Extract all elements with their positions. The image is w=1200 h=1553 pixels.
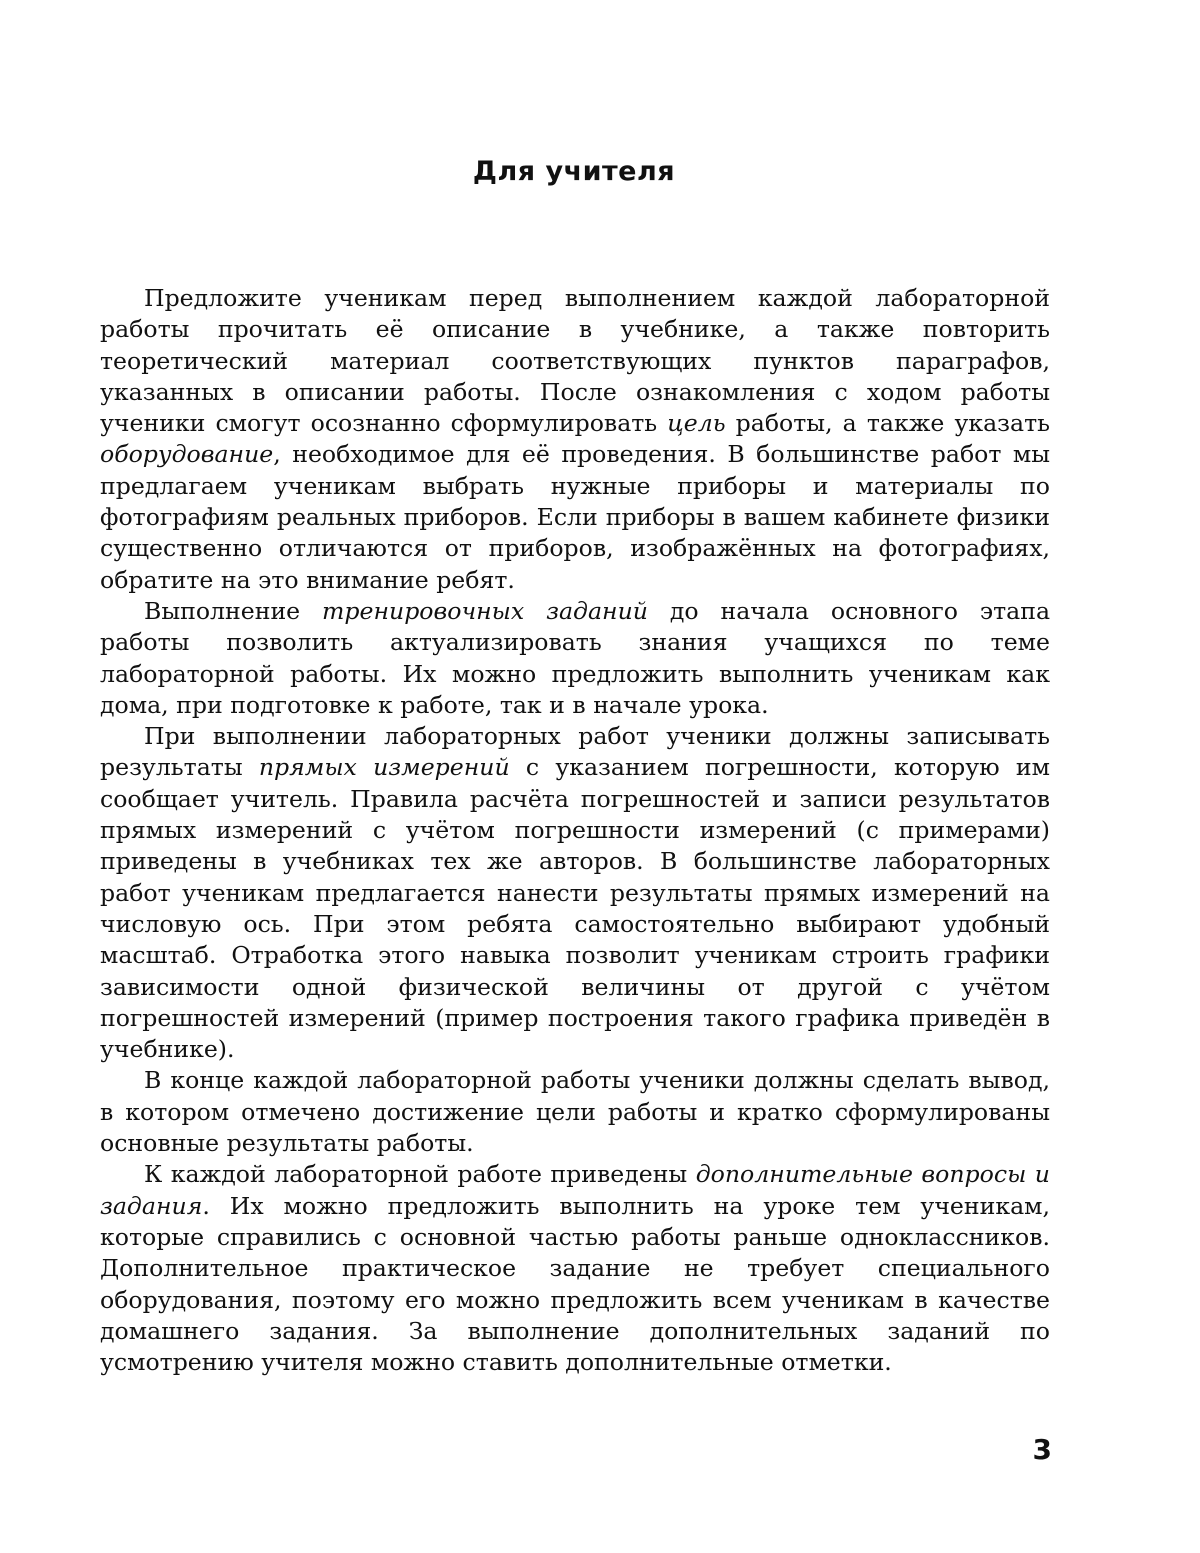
paragraph-2 — [100, 596, 1050, 721]
page-number: 3 — [1032, 1433, 1052, 1466]
paragraph-text: до начала основного этапа работы позволить актуализировать знания учащихся по теме лабораторной работы. Их можно предложить выполнить ученикам как дома, при подготовке к работе, так и в начале урока. — [100, 596, 1051, 719]
paragraph-text: Предложите ученикам перед выполнением каждой лабораторной работы прочитать её описание в учебнике, а также повторить теоретический материал соответствующих пунктов параграфов, указанных в описании работы. После ознакомления с ходом работы ученики смогут осознанно сформулировать — [100, 284, 1050, 438]
paragraph-emphasis: прямых измерений — [258, 753, 510, 782]
page-title: Для учителя — [472, 156, 676, 188]
paragraph-text: работы, а также указать — [725, 409, 1050, 438]
paragraph-3 — [100, 721, 1050, 1065]
paragraph-text: , необходимое для её проведения. В большинстве работ мы предлагаем ученикам выбрать нужные приборы и материалы по фотографиям реальных приборов. Если приборы в вашем кабинете физики существенно отличаются от приборов, изображённых на фотографиях, обратите на это внимание ребят. — [100, 440, 1050, 594]
paragraph-text: Выполнение — [144, 596, 323, 625]
paragraph-text: . Их можно предложить выполнить на уроке тем ученикам, которые справились с основной частью работы раньше одноклассников. Дополнительное практическое задание не требует специального оборудования, поэтому его можно предложить всем ученикам в качестве домашнего задания. За выполнение дополнительных заданий по усмотрению учителя можно ставить дополнительные отметки. — [100, 1191, 1050, 1377]
paragraph-text: с указанием погрешности, которую им сообщает учитель. Правила расчёта погрешностей и записи результатов прямых измерений с учётом погрешности измерений (с примерами) приведены в учебниках тех же авторов. В большинстве лабораторных работ ученикам предлагается нанести результаты прямых измерений на числовую ось. При этом ребята самостоятельно выбирают удобный масштаб. Отработка этого навыка позволит ученикам строить графики зависимости одной физической величины от другой с учётом погрешностей измерений (пример построения такого графика приведён в учебнике). — [100, 753, 1050, 1064]
paragraph-emphasis: цель — [667, 409, 726, 438]
paragraph-emphasis: тренировочных заданий — [322, 596, 648, 625]
paragraph-4 — [100, 1065, 1050, 1159]
paragraph-emphasis: оборудование — [100, 440, 274, 469]
paragraph-text: При выполнении лабораторных работ ученики должны записывать результаты — [100, 722, 1050, 782]
paragraph-1 — [100, 283, 1050, 596]
paragraph-text: В конце каждой лабораторной работы ученики должны сделать вывод, в котором отмечено достижение цели работы и кратко сформулированы основные результаты работы. — [100, 1066, 1050, 1158]
paragraph-emphasis: дополнительные вопросы и задания — [100, 1160, 1050, 1220]
paragraph-text: К каждой лабораторной работе приведены — [144, 1160, 696, 1189]
body-text — [100, 283, 1050, 1378]
paragraph-5 — [100, 1159, 1050, 1378]
